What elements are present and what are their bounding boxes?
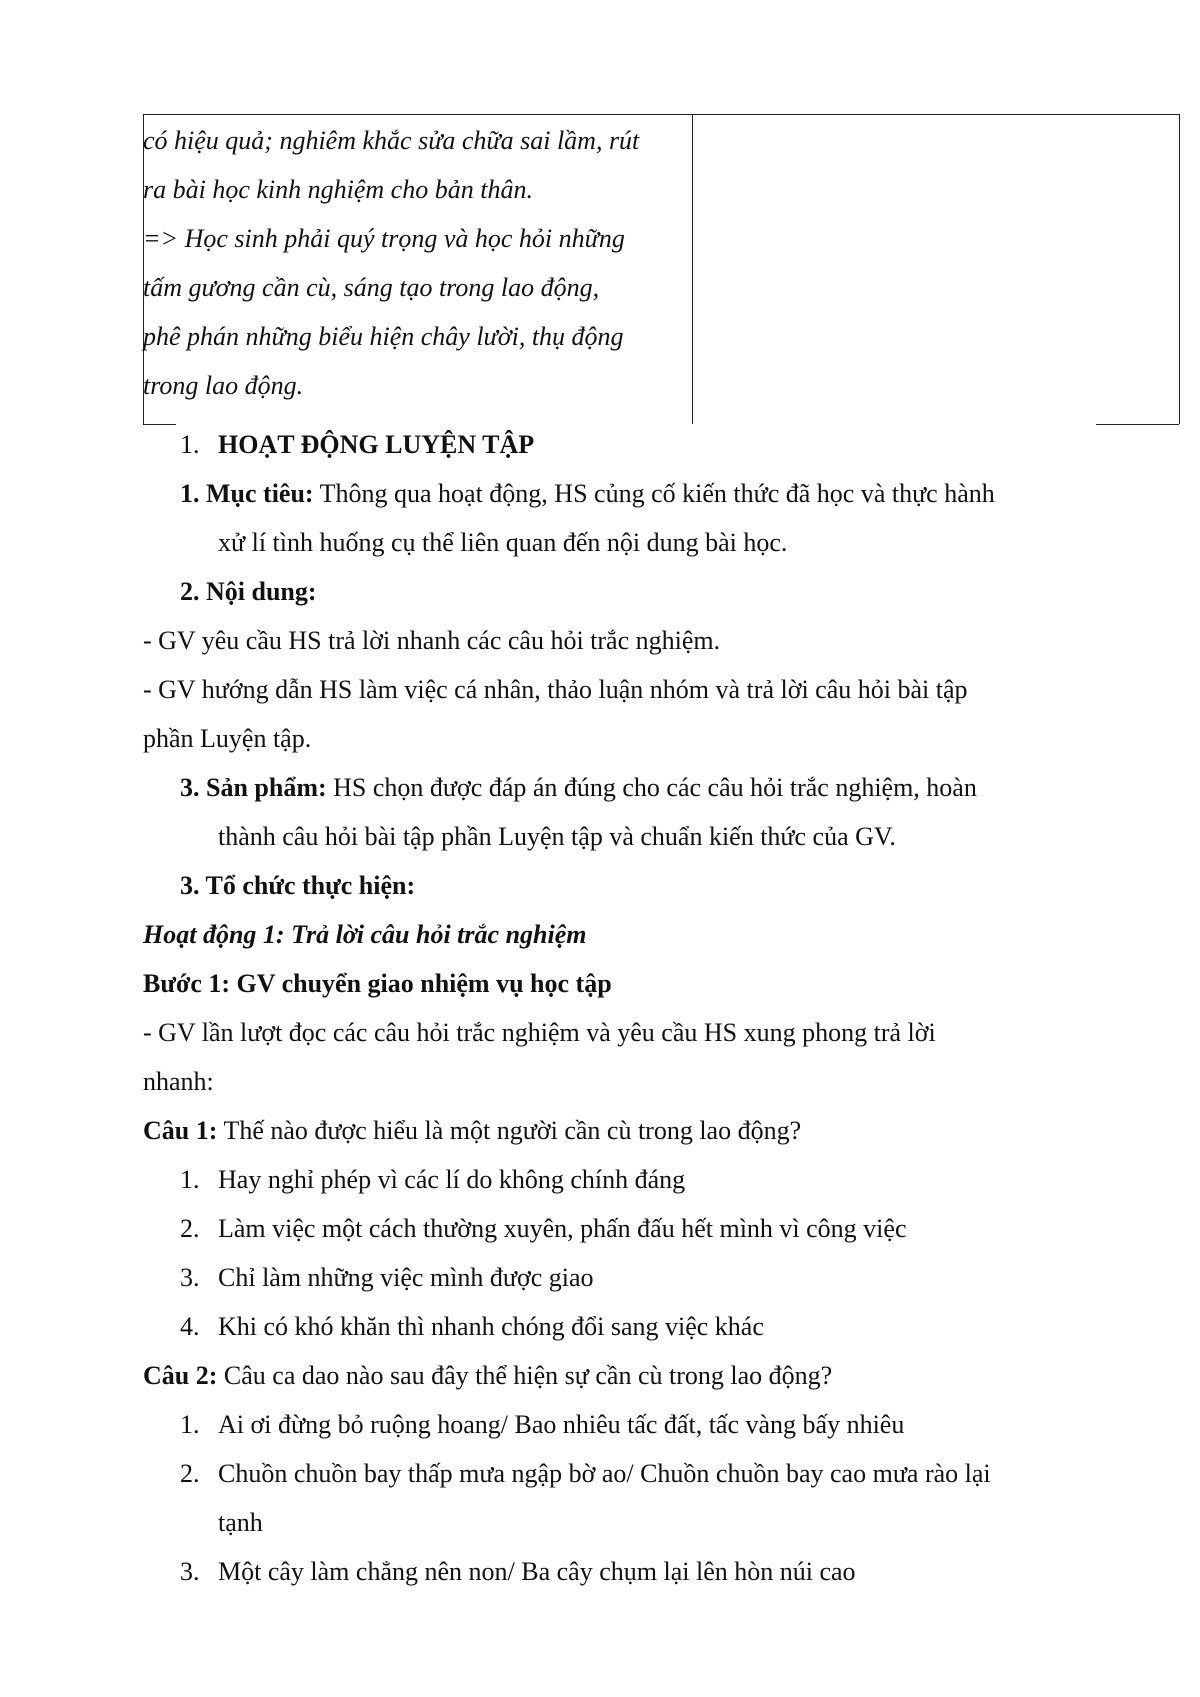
table-cell-line: ra bài học kinh nghiệm cho bản thân. bbox=[143, 175, 533, 204]
organize-heading bbox=[180, 871, 415, 901]
step1-line: nhanh: bbox=[143, 1067, 214, 1096]
table-cell-line: => Học sinh phải quý trọng và học hỏi những bbox=[143, 224, 625, 253]
objective-text: Thông qua hoạt động, HS củng cố kiến thức đã học và thực hành bbox=[319, 479, 995, 508]
option-text: Khi có khó khăn thì nhanh chóng đổi sang việc khác bbox=[218, 1312, 764, 1341]
option-number: 3. bbox=[180, 1263, 200, 1292]
step1-line: - GV lần lượt đọc các câu hỏi trắc nghiệm và yêu cầu HS xung phong trả lời bbox=[143, 1018, 936, 1047]
content-heading bbox=[180, 577, 317, 607]
option-text: Chuồn chuồn bay thấp mưa ngập bờ ao/ Chuồn chuồn bay cao mưa rào lại bbox=[218, 1459, 991, 1488]
option-text: Ai ơi đừng bỏ ruộng hoang/ Bao nhiêu tấc đất, tấc vàng bấy nhiêu bbox=[218, 1410, 905, 1439]
table-top-border bbox=[143, 114, 1179, 115]
table-bottom-left-border bbox=[143, 424, 176, 425]
question-2 bbox=[143, 1361, 832, 1391]
question-2-label: Câu 2: bbox=[143, 1361, 218, 1390]
option-number: 4. bbox=[180, 1312, 200, 1341]
question-1 bbox=[143, 1116, 801, 1146]
option-number: 1. bbox=[180, 1165, 200, 1194]
option-text: Hay nghỉ phép vì các lí do không chính đáng bbox=[218, 1165, 686, 1194]
objective-line bbox=[180, 479, 995, 509]
objective-label: Mục tiêu: bbox=[206, 479, 314, 508]
content-line: - GV yêu cầu HS trả lời nhanh các câu hỏi trắc nghiệm. bbox=[143, 626, 721, 655]
table-cell-line: phê phán những biểu hiện chây lười, thụ động bbox=[143, 322, 624, 351]
table-middle-border bbox=[692, 114, 693, 424]
table-bottom-right-border bbox=[1096, 424, 1179, 425]
option-text-continued: tạnh bbox=[218, 1508, 263, 1537]
product-label: Sản phẩm: bbox=[206, 773, 327, 802]
activity-title: Hoạt động 1: Trả lời câu hỏi trắc nghiệm bbox=[143, 920, 587, 949]
option-text: Một cây làm chẳng nên non/ Ba cây chụm lại lên hòn núi cao bbox=[218, 1557, 856, 1586]
question-1-label: Câu 1: bbox=[143, 1116, 218, 1145]
table-cell-line: có hiệu quả; nghiêm khắc sửa chữa sai lầm, rút bbox=[143, 126, 640, 155]
table-cell-line: tấm gương cần cù, sáng tạo trong lao động, bbox=[143, 273, 600, 302]
option-number: 3. bbox=[180, 1557, 200, 1586]
option-number: 2. bbox=[180, 1214, 200, 1243]
content-line: phần Luyện tập. bbox=[143, 724, 312, 753]
organize-number: 3. bbox=[180, 871, 200, 900]
table-cell-line: trong lao động. bbox=[143, 371, 304, 400]
option-number: 1. bbox=[180, 1410, 200, 1439]
product-text-continued: thành câu hỏi bài tập phần Luyện tập và chuẩn kiến thức của GV. bbox=[218, 822, 896, 851]
option-text: Làm việc một cách thường xuyên, phấn đấu hết mình vì công việc bbox=[218, 1214, 907, 1243]
product-text: HS chọn được đáp án đúng cho các câu hỏi trắc nghiệm, hoàn bbox=[333, 773, 977, 802]
content-number: 2. bbox=[180, 577, 200, 606]
content-label: Nội dung: bbox=[206, 577, 317, 606]
question-2-text: Câu ca dao nào sau đây thể hiện sự cần cù trong lao động? bbox=[223, 1361, 833, 1390]
content-line: - GV hướng dẫn HS làm việc cá nhân, thảo luận nhóm và trả lời câu hỏi bài tập bbox=[143, 675, 968, 704]
objective-text-continued: xử lí tình huống cụ thể liên quan đến nội dung bài học. bbox=[218, 528, 788, 557]
option-text: Chỉ làm những việc mình được giao bbox=[218, 1263, 594, 1292]
section-number: 1. bbox=[180, 430, 200, 459]
question-1-text: Thế nào được hiểu là một người cần cù trong lao động? bbox=[223, 1116, 802, 1145]
product-line bbox=[180, 773, 977, 803]
table-right-border bbox=[1179, 114, 1180, 424]
objective-number: 1. bbox=[180, 479, 200, 508]
section-title: HOẠT ĐỘNG LUYỆN TẬP bbox=[218, 430, 535, 459]
product-number: 3. bbox=[180, 773, 200, 802]
step1-title: Bước 1: GV chuyển giao nhiệm vụ học tập bbox=[143, 969, 612, 998]
organize-label: Tổ chức thực hiện: bbox=[205, 871, 416, 900]
option-number: 2. bbox=[180, 1459, 200, 1488]
